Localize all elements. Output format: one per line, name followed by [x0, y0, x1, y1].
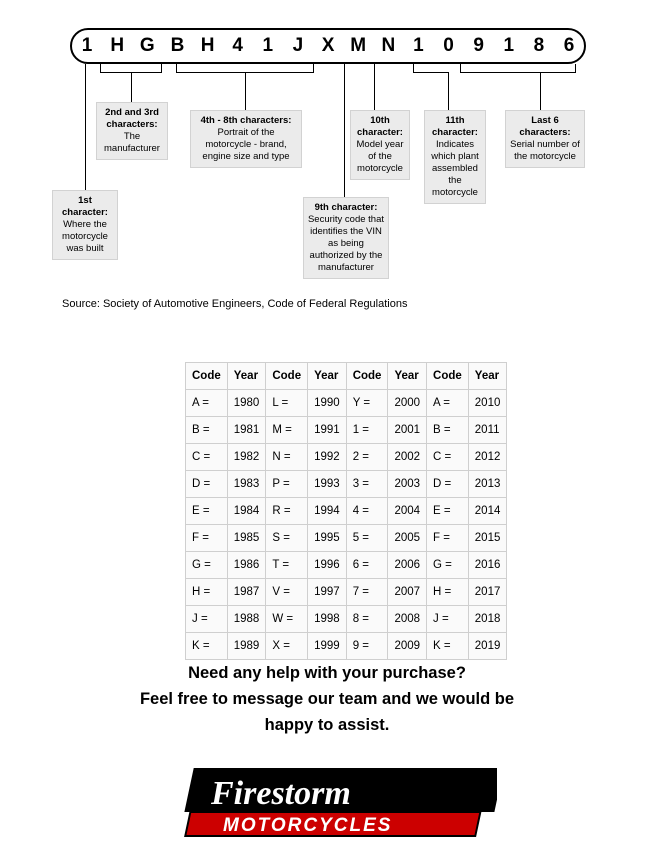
table-header-cell: Year — [308, 363, 347, 390]
vin-char: B — [170, 35, 185, 56]
table-cell: 8 = — [346, 606, 388, 633]
table-cell: G = — [186, 552, 228, 579]
table-cell: J = — [427, 606, 469, 633]
vin-char: G — [139, 35, 155, 56]
table-cell: C = — [427, 444, 469, 471]
help-line-1: Need any help with your purchase? — [188, 664, 466, 682]
vin-char: N — [381, 35, 396, 56]
table-cell: 1997 — [308, 579, 347, 606]
table-cell: 1989 — [227, 633, 266, 660]
help-line-3: happy to assist. — [264, 716, 390, 734]
table-cell: R = — [266, 498, 308, 525]
table-cell: C = — [186, 444, 228, 471]
logo-secondary-text: MOTORCYCLES — [223, 815, 393, 836]
table-cell: S = — [266, 525, 308, 552]
firestorm-motorcycles-logo — [167, 762, 497, 844]
table-row — [186, 498, 507, 525]
vin-char: 1 — [503, 35, 515, 56]
table-cell: 3 = — [346, 471, 388, 498]
table-cell: 4 = — [346, 498, 388, 525]
leader-line — [413, 72, 448, 73]
table-cell: F = — [186, 525, 228, 552]
vin-char: 1 — [262, 35, 274, 56]
callout-body: Portrait of the motorcycle - brand, engine size and type — [202, 127, 290, 162]
table-cell: 2013 — [468, 471, 507, 498]
table-cell: 1980 — [227, 390, 266, 417]
table-row — [186, 579, 507, 606]
table-cell: 1 = — [346, 417, 388, 444]
table-cell: 2003 — [388, 471, 427, 498]
table-cell: 2012 — [468, 444, 507, 471]
vin-char: 1 — [81, 35, 93, 56]
table-cell: 9 = — [346, 633, 388, 660]
table-cell: 1984 — [227, 498, 266, 525]
table-cell: 1996 — [308, 552, 347, 579]
table-cell: 2019 — [468, 633, 507, 660]
table-cell: 6 = — [346, 552, 388, 579]
table-cell: 2007 — [388, 579, 427, 606]
table-cell: N = — [266, 444, 308, 471]
table-cell: 1987 — [227, 579, 266, 606]
callout-title: 1st character: — [62, 195, 108, 218]
table-cell: F = — [427, 525, 469, 552]
table-cell: V = — [266, 579, 308, 606]
callout-second-third-characters — [96, 102, 168, 160]
logo-primary-text: Firestorm — [211, 775, 351, 812]
leader-line — [176, 64, 177, 72]
table-cell: 2014 — [468, 498, 507, 525]
vin-diagram — [0, 0, 654, 310]
vin-char: 6 — [563, 35, 575, 56]
table-cell: 2009 — [388, 633, 427, 660]
table-row — [186, 471, 507, 498]
help-message — [0, 660, 654, 738]
table-cell: 2018 — [468, 606, 507, 633]
callout-eleventh-character — [424, 110, 486, 204]
table-cell: K = — [427, 633, 469, 660]
table-cell: E = — [186, 498, 228, 525]
table-cell: K = — [186, 633, 228, 660]
table-cell: X = — [266, 633, 308, 660]
vin-char: 9 — [473, 35, 484, 56]
table-cell: H = — [186, 579, 228, 606]
leader-line — [131, 72, 132, 102]
table-cell: 2008 — [388, 606, 427, 633]
leader-line — [448, 72, 449, 110]
leader-line — [374, 64, 375, 72]
table-cell: H = — [427, 579, 469, 606]
callout-title: Last 6 characters: — [519, 115, 571, 138]
table-cell: 1998 — [308, 606, 347, 633]
table-cell: T = — [266, 552, 308, 579]
table-header-cell: Year — [227, 363, 266, 390]
vin-char: X — [321, 35, 335, 56]
callout-fourth-eighth-characters — [190, 110, 302, 168]
callout-title: 4th - 8th characters: — [200, 115, 292, 126]
table-cell: 5 = — [346, 525, 388, 552]
callout-title: 9th character: — [314, 202, 378, 213]
table-row — [186, 552, 507, 579]
vin-char: 0 — [443, 35, 454, 56]
vin-number-strip — [70, 28, 586, 64]
vin-char: 4 — [232, 35, 243, 56]
table-row — [186, 633, 507, 660]
vin-char: J — [292, 35, 304, 56]
table-cell: 1982 — [227, 444, 266, 471]
table-cell: 1995 — [308, 525, 347, 552]
leader-line — [413, 64, 414, 72]
table-header-cell: Code — [186, 363, 228, 390]
table-cell: 1981 — [227, 417, 266, 444]
leader-line — [245, 72, 246, 110]
callout-title: 11th character: — [432, 115, 478, 138]
table-cell: 2017 — [468, 579, 507, 606]
vin-char: H — [200, 35, 215, 56]
table-header-row — [186, 363, 507, 390]
table-cell: W = — [266, 606, 308, 633]
table-cell: 2000 — [388, 390, 427, 417]
callout-ninth-character — [303, 197, 389, 279]
leader-line — [460, 64, 461, 72]
table-cell: 1999 — [308, 633, 347, 660]
table-header-cell: Code — [427, 363, 469, 390]
callout-body: Security code that identifies the VIN as being authorized by the manufacturer — [307, 214, 385, 273]
vin-char: H — [110, 35, 125, 56]
leader-line — [575, 64, 576, 72]
table-cell: 2015 — [468, 525, 507, 552]
table-header-cell: Year — [468, 363, 507, 390]
vin-char: M — [350, 35, 367, 56]
callout-body: Indicates which plant assembled the motorcycle — [431, 139, 479, 198]
table-cell: 2005 — [388, 525, 427, 552]
table-cell: B = — [186, 417, 228, 444]
year-code-table — [185, 362, 507, 660]
callout-title: 2nd and 3rd characters: — [105, 107, 159, 130]
table-header-cell: Code — [266, 363, 308, 390]
callout-body: Serial number of the motorcycle — [510, 139, 580, 162]
leader-line — [344, 72, 345, 197]
callout-tenth-character — [350, 110, 410, 180]
table-cell: D = — [186, 471, 228, 498]
leader-line — [161, 64, 162, 72]
table-row — [186, 417, 507, 444]
leader-line — [313, 64, 314, 72]
table-cell: 1994 — [308, 498, 347, 525]
table-cell: 2001 — [388, 417, 427, 444]
table-cell: 1992 — [308, 444, 347, 471]
callout-body: Where the motorcycle was built — [62, 219, 108, 254]
table-cell: M = — [266, 417, 308, 444]
callout-body: The manufacturer — [104, 131, 160, 154]
leader-line — [540, 72, 541, 110]
table-cell: E = — [427, 498, 469, 525]
table-cell: 1991 — [308, 417, 347, 444]
vin-char: 1 — [413, 35, 424, 56]
leader-line — [85, 64, 86, 72]
table-cell: L = — [266, 390, 308, 417]
leader-line — [85, 72, 86, 190]
table-cell: 1983 — [227, 471, 266, 498]
table-row — [186, 606, 507, 633]
table-cell: 1993 — [308, 471, 347, 498]
table-cell: 2 = — [346, 444, 388, 471]
table-cell: B = — [427, 417, 469, 444]
table-row — [186, 525, 507, 552]
table-row — [186, 444, 507, 471]
table-row — [186, 390, 507, 417]
table-cell: 2011 — [468, 417, 507, 444]
leader-line — [100, 64, 101, 72]
help-line-2: Feel free to message our team and we would be — [139, 690, 515, 708]
leader-line — [374, 72, 375, 110]
callout-body: Model year of the motorcycle — [356, 139, 404, 174]
table-cell: 2002 — [388, 444, 427, 471]
table-cell: 7 = — [346, 579, 388, 606]
callout-first-character — [52, 190, 118, 260]
table-cell: A = — [186, 390, 228, 417]
table-cell: Y = — [346, 390, 388, 417]
table-cell: 2016 — [468, 552, 507, 579]
source-note: Source: Society of Automotive Engineers, Code of Federal Regulations — [62, 298, 408, 310]
table-header-cell: Code — [346, 363, 388, 390]
callout-title: 10th character: — [357, 115, 403, 138]
table-cell: 1990 — [308, 390, 347, 417]
table-cell: 2006 — [388, 552, 427, 579]
table-cell: 1988 — [227, 606, 266, 633]
vin-char: 8 — [533, 35, 545, 56]
table-cell: 1986 — [227, 552, 266, 579]
table-header-cell: Year — [388, 363, 427, 390]
table-cell: 1985 — [227, 525, 266, 552]
table-cell: A = — [427, 390, 469, 417]
table-cell: P = — [266, 471, 308, 498]
leader-line — [460, 72, 576, 73]
leader-line — [344, 64, 345, 72]
table-cell: G = — [427, 552, 469, 579]
table-cell: J = — [186, 606, 228, 633]
callout-last-six-characters — [505, 110, 585, 168]
table-cell: 2004 — [388, 498, 427, 525]
table-cell: D = — [427, 471, 469, 498]
table-cell: 2010 — [468, 390, 507, 417]
